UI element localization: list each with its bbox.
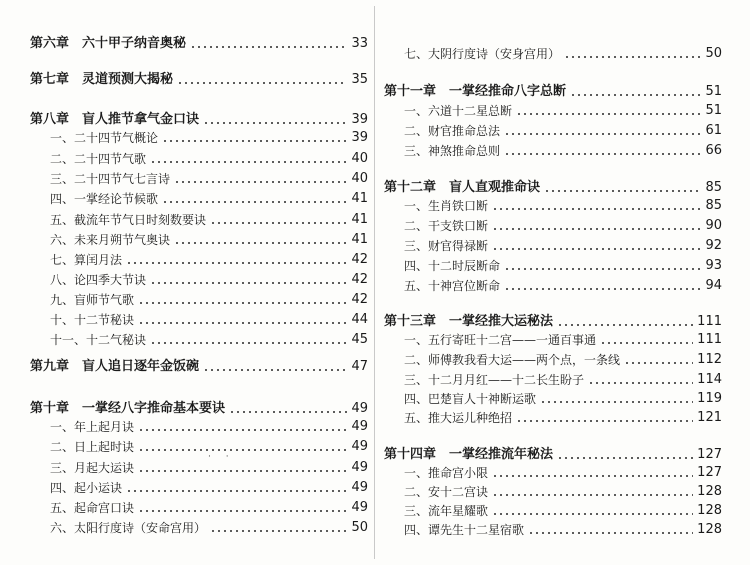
toc-chapter[interactable] — [30, 70, 368, 90]
entry-title: 三、十二月月红——十二长生盼子 — [404, 373, 585, 387]
page-number: 94 — [705, 278, 722, 293]
page-number: 41 — [351, 191, 368, 206]
leader-dots — [190, 46, 347, 48]
toc-section[interactable] — [384, 121, 722, 141]
entry-title: 第七章 灵道预测大揭秘 — [30, 72, 174, 87]
page-number: 40 — [351, 171, 368, 186]
toc-section[interactable] — [384, 350, 722, 370]
entry-title: 五、推大运儿种绝招 — [404, 411, 513, 425]
toc-section[interactable] — [30, 458, 368, 478]
leader-dots — [174, 242, 347, 244]
entry-title: 一、年上起月诀 — [50, 420, 135, 434]
toc-section[interactable] — [384, 482, 722, 502]
entry-title: 七、算闰月法 — [50, 253, 123, 267]
leader-dots — [138, 470, 347, 472]
leader-dots — [492, 208, 701, 210]
entry-title: 七、大阴行度诗（安身宫用） — [404, 47, 561, 61]
page-number: 42 — [351, 272, 368, 287]
entry-title: 二、师傅教我看大运——两个点，一条线 — [404, 353, 621, 367]
entry-title: 第九章 盲人追日逐年金饭碗 — [30, 359, 200, 374]
leader-dots — [492, 228, 701, 230]
page-number: 39 — [351, 130, 368, 145]
entry-title: 第十三章 一掌经推大运秘法 — [384, 314, 554, 329]
leader-dots — [557, 457, 693, 459]
toc-section[interactable] — [30, 330, 368, 350]
leader-dots — [138, 449, 347, 451]
page-number: 49 — [351, 460, 368, 475]
page-number: 111 — [697, 314, 722, 329]
leader-dots — [544, 190, 701, 192]
toc-chapter[interactable] — [384, 312, 722, 332]
leader-dots — [126, 490, 347, 492]
entry-title: 一、生肖铁口断 — [404, 199, 489, 213]
entry-title: 第十章 一掌经八字推命基本要诀 — [30, 401, 226, 416]
leader-dots — [492, 513, 693, 515]
toc-section[interactable] — [384, 141, 722, 161]
toc-section[interactable] — [30, 437, 368, 457]
page-number: 51 — [705, 84, 722, 99]
leader-dots — [564, 56, 701, 58]
page-number: 114 — [697, 372, 722, 387]
entry-title: 三、月起大运诀 — [50, 461, 135, 475]
leader-dots — [492, 475, 693, 477]
leader-dots — [177, 82, 347, 84]
entry-title: 二、安十二宫诀 — [404, 485, 489, 499]
entry-title: 第六章 六十甲子纳音奥秘 — [30, 36, 187, 51]
entry-title: 四、十二时辰断命 — [404, 259, 501, 273]
entry-title: 第十一章 一掌经推命八字总断 — [384, 84, 567, 99]
leader-dots — [504, 268, 701, 270]
toc-chapter[interactable] — [30, 34, 368, 54]
leader-dots — [138, 429, 347, 431]
toc-chapter[interactable] — [30, 399, 368, 419]
leader-dots — [138, 510, 347, 512]
leader-dots — [138, 322, 347, 324]
toc-section[interactable] — [30, 518, 368, 538]
leader-dots — [126, 262, 347, 264]
toc-section[interactable] — [30, 189, 368, 209]
leader-dots — [150, 282, 347, 284]
entry-title: 一、五行寄旺十二宫——一通百事通 — [404, 333, 597, 347]
page-number: 121 — [697, 410, 722, 425]
page-number: 40 — [351, 151, 368, 166]
page-number: 39 — [351, 112, 368, 127]
page-number: 45 — [351, 332, 368, 347]
page-number: 93 — [705, 258, 722, 273]
toc-chapter[interactable] — [30, 357, 368, 377]
page-number: 61 — [705, 123, 722, 138]
page-number: 49 — [351, 480, 368, 495]
toc-section[interactable] — [30, 478, 368, 498]
leader-dots — [162, 140, 347, 142]
page-number: 33 — [351, 36, 368, 51]
leader-dots — [570, 94, 701, 96]
entry-title: 八、论四季大节诀 — [50, 273, 147, 287]
toc-section[interactable] — [384, 408, 722, 428]
leader-dots — [229, 411, 347, 413]
entry-title: 三、流年星耀歌 — [404, 504, 489, 518]
page-number: 35 — [351, 72, 368, 87]
toc-section[interactable] — [384, 330, 722, 350]
page-number: 42 — [351, 292, 368, 307]
leader-dots — [516, 113, 701, 115]
toc-section[interactable] — [30, 270, 368, 290]
leader-dots — [150, 342, 347, 344]
leader-dots — [210, 530, 347, 532]
entry-title: 五、截流年节气日时刻数要诀 — [50, 213, 207, 227]
page-number: 49 — [351, 401, 368, 416]
leader-dots — [516, 420, 693, 422]
entry-title: 二、日上起时诀 — [50, 440, 135, 454]
toc-section[interactable] — [30, 128, 368, 148]
column-divider — [374, 6, 375, 559]
entry-title: 四、一掌经论节候歌 — [50, 192, 159, 206]
entry-title: 三、二十四节气七言诗 — [50, 172, 171, 186]
leader-dots — [492, 248, 701, 250]
entry-title: 一、六道十二星总断 — [404, 104, 513, 118]
toc-section[interactable] — [384, 389, 722, 409]
toc-section[interactable] — [384, 216, 722, 236]
leader-dots — [504, 153, 701, 155]
page-number: 66 — [705, 143, 722, 158]
toc-section[interactable] — [384, 256, 722, 276]
page-number: 47 — [351, 359, 368, 374]
leader-dots — [540, 401, 693, 403]
entry-title: 四、巴楚盲人十神断运歌 — [404, 392, 537, 406]
entry-title: 四、起小运诀 — [50, 481, 123, 495]
toc-chapter[interactable] — [384, 178, 722, 198]
leader-dots — [203, 122, 347, 124]
page-number: 92 — [705, 238, 722, 253]
toc-section[interactable] — [30, 250, 368, 270]
page-number: 90 — [705, 218, 722, 233]
page-number: 42 — [351, 252, 368, 267]
page-number: 50 — [705, 46, 722, 61]
toc-section[interactable] — [30, 210, 368, 230]
toc-section[interactable] — [30, 498, 368, 518]
leader-dots — [528, 532, 693, 534]
toc-chapter[interactable] — [30, 110, 368, 130]
page-number: 41 — [351, 232, 368, 247]
entry-title: 第十四章 一掌经推流年秘法 — [384, 447, 554, 462]
toc-section[interactable] — [384, 501, 722, 521]
leader-dots — [162, 201, 347, 203]
page-number: 49 — [351, 500, 368, 515]
entry-title: 九、盲师节气歌 — [50, 293, 135, 307]
toc-section[interactable] — [384, 276, 722, 296]
leader-dots — [138, 302, 347, 304]
page-number: 41 — [351, 212, 368, 227]
page-number: 128 — [697, 522, 722, 537]
leader-dots — [600, 342, 693, 344]
leader-dots — [174, 181, 347, 183]
entry-title: 六、太阳行度诗（安命宫用） — [50, 521, 207, 535]
entry-title: 三、神煞推命总则 — [404, 144, 501, 158]
toc-section[interactable] — [384, 44, 722, 64]
entry-title: 二、财官推命总法 — [404, 124, 501, 138]
leader-dots — [624, 362, 693, 364]
entry-title: 第八章 盲人推节拿气金口诀 — [30, 112, 200, 127]
page-number: 85 — [705, 180, 722, 195]
toc-section[interactable] — [384, 101, 722, 121]
toc-section[interactable] — [30, 310, 368, 330]
page-number: 127 — [697, 447, 722, 462]
entry-title: 第十二章 盲人直观推命诀 — [384, 180, 541, 195]
page-number: 111 — [697, 332, 722, 347]
leader-dots — [504, 288, 701, 290]
entry-title: 一、二十四节气概论 — [50, 131, 159, 145]
toc-section[interactable] — [384, 196, 722, 216]
entry-title: 十一、十二气秘诀 — [50, 333, 147, 347]
toc-chapter[interactable] — [384, 445, 722, 465]
toc-section[interactable] — [384, 370, 722, 390]
leader-dots — [588, 382, 693, 384]
entry-title: 十、十二节秘诀 — [50, 313, 135, 327]
page-number: 49 — [351, 419, 368, 434]
entry-title: 五、十神宫位断命 — [404, 279, 501, 293]
page-number: 50 — [351, 520, 368, 535]
toc-section[interactable] — [30, 169, 368, 189]
leader-dots — [492, 494, 693, 496]
page-number: 112 — [697, 352, 722, 367]
ink-speck-marks: · · — [208, 452, 235, 462]
entry-title: 三、财官得禄断 — [404, 239, 489, 253]
leader-dots — [210, 222, 347, 224]
entry-title: 六、未来月朔节气奥诀 — [50, 233, 171, 247]
leader-dots — [150, 161, 347, 163]
page-number: 51 — [705, 103, 722, 118]
page-number: 127 — [697, 465, 722, 480]
page-number: 119 — [697, 391, 722, 406]
toc-section[interactable] — [30, 149, 368, 169]
toc-section[interactable] — [384, 463, 722, 483]
entry-title: 五、起命宫口诀 — [50, 501, 135, 515]
page-number: 49 — [351, 439, 368, 454]
toc-section[interactable] — [30, 290, 368, 310]
toc-chapter[interactable] — [384, 82, 722, 102]
page-number: 128 — [697, 503, 722, 518]
entry-title: 四、谭先生十二星宿歌 — [404, 523, 525, 537]
entry-title: 二、二十四节气歌 — [50, 152, 147, 166]
entry-title: 一、推命宫小限 — [404, 466, 489, 480]
toc-section[interactable] — [30, 417, 368, 437]
toc-section[interactable] — [384, 520, 722, 540]
page-number: 128 — [697, 484, 722, 499]
leader-dots — [504, 133, 701, 135]
toc-section[interactable] — [384, 236, 722, 256]
page-number: 44 — [351, 312, 368, 327]
page-number: 85 — [705, 198, 722, 213]
leader-dots — [203, 369, 347, 371]
entry-title: 二、干支铁口断 — [404, 219, 489, 233]
leader-dots — [557, 324, 693, 326]
toc-section[interactable] — [30, 230, 368, 250]
